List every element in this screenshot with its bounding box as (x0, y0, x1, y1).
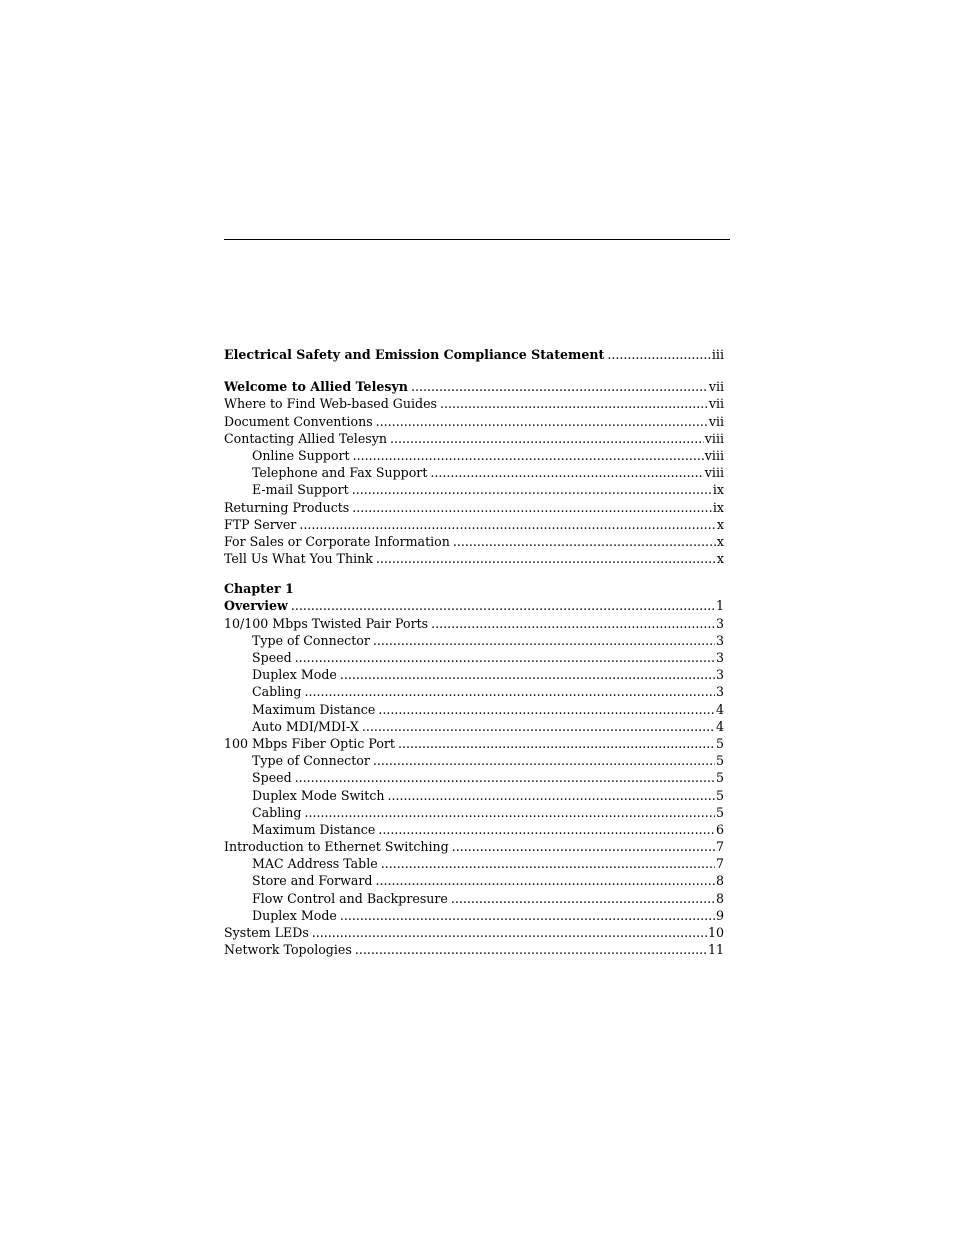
toc-entry-title: Network Topologies (224, 942, 352, 958)
toc-entry[interactable] (224, 632, 724, 649)
toc-entry-page: 4 (715, 701, 724, 717)
toc-entry[interactable] (224, 769, 724, 786)
toc-entry-page: vii (708, 396, 724, 412)
header-rule (224, 239, 730, 240)
toc-entry-title: Cabling (252, 804, 302, 820)
toc-leader-dots (376, 550, 716, 567)
toc-leader-dots (362, 718, 715, 735)
toc-entry-page: iii (711, 347, 724, 362)
toc-leader-dots (340, 907, 715, 924)
toc-entry-title: E-mail Support (252, 482, 349, 498)
toc-entry[interactable] (224, 941, 724, 958)
toc-entry-page: 5 (715, 770, 724, 786)
toc-entry-title: FTP Server (224, 516, 297, 532)
toc-entry-page: 7 (715, 856, 724, 872)
toc-entry-page: vii (708, 413, 724, 429)
toc-leader-dots (411, 378, 708, 395)
toc-entry-title: Introduction to Ethernet Switching (224, 839, 449, 855)
toc-entry-title: Cabling (252, 684, 302, 700)
toc-entry[interactable] (224, 430, 724, 447)
toc-entry-title: Store and Forward (252, 873, 373, 889)
toc-leader-dots (388, 787, 715, 804)
toc-entry-title: Overview (224, 598, 288, 614)
toc-leader-dots (312, 924, 707, 941)
toc-entry-page: viii (704, 465, 724, 481)
toc-leader-dots (451, 890, 715, 907)
toc-entry[interactable] (224, 413, 724, 430)
toc-entry[interactable] (224, 855, 724, 872)
toc-entry-page: 5 (715, 753, 724, 769)
toc-leader-dots (378, 821, 715, 838)
toc-entry[interactable] (224, 499, 724, 516)
toc-leader-dots (376, 413, 708, 430)
toc-entry-title: Electrical Safety and Emission Compliance Statement (224, 347, 605, 362)
toc-entry-title: Duplex Mode Switch (252, 787, 385, 803)
toc-leader-dots (431, 615, 715, 632)
toc-entry[interactable] (224, 718, 724, 735)
table-of-contents (224, 346, 724, 958)
toc-entry-page: 8 (715, 890, 724, 906)
toc-entry-page: 7 (715, 839, 724, 855)
toc-section-welcome (224, 378, 724, 567)
toc-entry-title: For Sales or Corporate Information (224, 533, 450, 549)
toc-entry[interactable] (224, 447, 724, 464)
toc-entry-page: 3 (715, 615, 724, 631)
toc-entry-title: Flow Control and Backpresure (252, 890, 448, 906)
toc-entry[interactable] (224, 838, 724, 855)
toc-entry-page: ix (712, 499, 724, 515)
toc-entry-title: Duplex Mode (252, 907, 337, 923)
toc-leader-dots (452, 838, 715, 855)
toc-leader-dots (304, 804, 715, 821)
toc-entry[interactable] (224, 735, 724, 752)
toc-entry-title: Tell Us What You Think (224, 551, 373, 567)
toc-leader-dots (430, 464, 703, 481)
toc-entry-page: 5 (715, 787, 724, 803)
toc-entry-page: 9 (715, 907, 724, 923)
toc-leader-dots (373, 632, 715, 649)
toc-entry-title: 100 Mbps Fiber Optic Port (224, 735, 395, 751)
toc-entry-page: viii (704, 447, 724, 463)
toc-leader-dots (304, 683, 715, 700)
toc-leader-dots (352, 499, 712, 516)
toc-entry-page: ix (712, 482, 724, 498)
toc-entry-page: 10 (707, 925, 724, 940)
toc-entry-title: Welcome to Allied Telesyn (224, 379, 408, 395)
toc-leader-dots (440, 395, 708, 412)
toc-entry-title: Duplex Mode (252, 667, 337, 683)
toc-entry[interactable] (224, 378, 724, 395)
toc-leader-dots (299, 516, 716, 533)
toc-entry[interactable] (224, 649, 724, 666)
toc-leader-dots (373, 752, 715, 769)
toc-entry[interactable] (224, 597, 724, 614)
toc-entry-title: Speed (252, 650, 292, 665)
toc-entry[interactable] (224, 890, 724, 907)
toc-entry-page: 1 (715, 598, 724, 614)
toc-entry-title: Online Support (252, 447, 350, 463)
toc-entry-title: Speed (252, 770, 292, 786)
toc-entry[interactable] (224, 787, 724, 804)
toc-entry-page: 3 (715, 684, 724, 700)
toc-entry[interactable] (224, 464, 724, 481)
toc-entry-page: vii (708, 379, 724, 395)
toc-entry[interactable] (224, 701, 724, 718)
toc-entry-page: x (716, 516, 724, 532)
toc-entry-page: 8 (715, 873, 724, 889)
toc-entry-title: System LEDs (224, 925, 309, 940)
toc-entry-page: 5 (715, 804, 724, 820)
chapter-heading: Chapter 1 (224, 581, 294, 597)
toc-leader-dots (291, 597, 715, 614)
toc-leader-dots (340, 666, 715, 683)
toc-entry[interactable] (224, 907, 724, 924)
toc-leader-dots (378, 701, 715, 718)
toc-entry-page: x (716, 533, 724, 549)
toc-leader-dots (353, 447, 704, 464)
toc-leader-dots (375, 872, 715, 889)
toc-section-front-matter (224, 346, 724, 363)
toc-entry[interactable] (224, 683, 724, 700)
toc-entry-page: 6 (715, 821, 724, 837)
toc-entry[interactable] (224, 550, 724, 567)
toc-entry[interactable] (224, 804, 724, 821)
toc-entry-page: 3 (715, 667, 724, 683)
toc-entry[interactable] (224, 752, 724, 769)
toc-entry[interactable] (224, 924, 724, 941)
toc-entry-title: Contacting Allied Telesyn (224, 430, 387, 446)
toc-entry-title: Maximum Distance (252, 821, 376, 837)
toc-leader-dots (398, 735, 715, 752)
toc-entry-title: Type of Connector (252, 753, 370, 769)
toc-section-chapter-1 (224, 597, 724, 958)
toc-entry[interactable] (224, 615, 724, 632)
toc-entry-title: 10/100 Mbps Twisted Pair Ports (224, 615, 429, 631)
toc-leader-dots (352, 481, 712, 498)
toc-entry[interactable] (224, 533, 724, 550)
toc-entry-page: 11 (707, 942, 724, 958)
toc-entry[interactable] (224, 346, 724, 363)
toc-leader-dots (295, 769, 715, 786)
toc-entry-page: x (716, 551, 724, 567)
toc-leader-dots (607, 346, 711, 363)
toc-entry-page: viii (704, 430, 724, 446)
toc-entry-page: 3 (715, 650, 724, 665)
toc-entry-page: 3 (715, 632, 724, 648)
toc-entry[interactable] (224, 516, 724, 533)
toc-entry-title: Type of Connector (252, 632, 370, 648)
toc-leader-dots (381, 855, 715, 872)
toc-entry[interactable] (224, 395, 724, 412)
toc-entry-title: Where to Find Web-based Guides (224, 396, 437, 412)
toc-entry-title: Returning Products (224, 499, 350, 515)
toc-leader-dots (295, 649, 715, 666)
toc-entry[interactable] (224, 666, 724, 683)
toc-entry-title: Document Conventions (224, 413, 373, 429)
toc-leader-dots (355, 941, 707, 958)
toc-leader-dots (390, 430, 704, 447)
toc-entry-title: Maximum Distance (252, 701, 376, 717)
toc-entry-title: Auto MDI/MDI-X (252, 718, 359, 734)
toc-entry[interactable] (224, 481, 724, 498)
toc-entry[interactable] (224, 821, 724, 838)
toc-entry-title: Telephone and Fax Support (252, 465, 428, 481)
toc-entry-page: 5 (715, 735, 724, 751)
toc-entry-page: 4 (715, 718, 724, 734)
toc-leader-dots (453, 533, 716, 550)
toc-entry-title: MAC Address Table (252, 856, 378, 872)
toc-entry[interactable] (224, 872, 724, 889)
